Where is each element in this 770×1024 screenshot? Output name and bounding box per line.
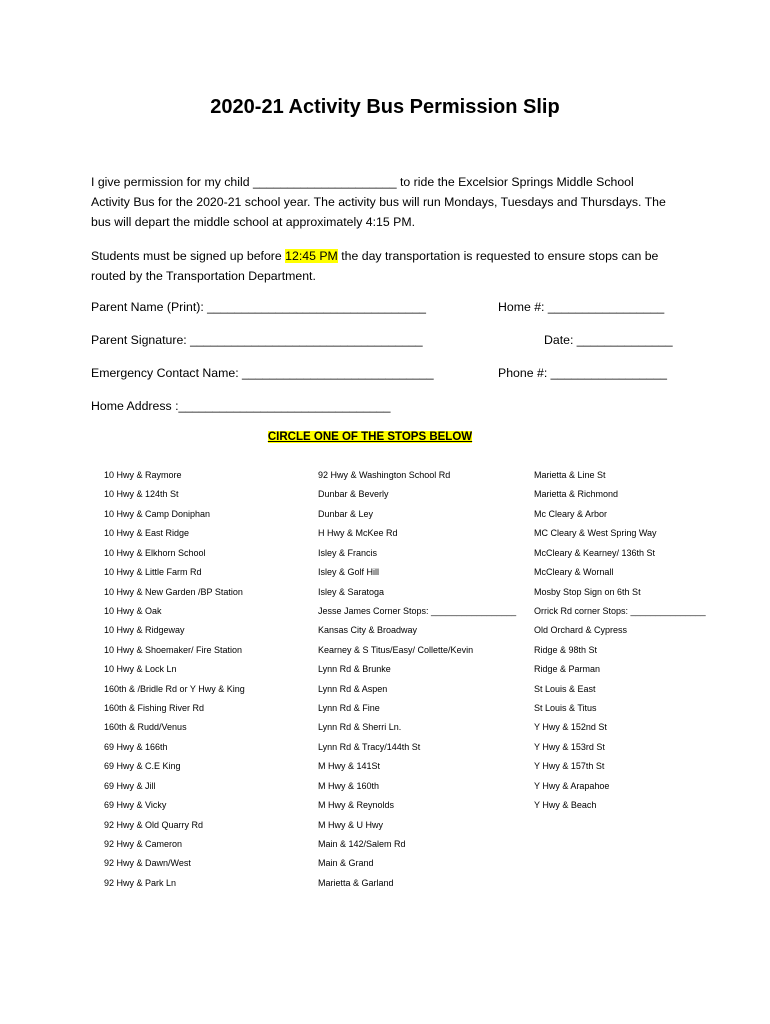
bus-stop-option[interactable]: 10 Hwy & Little Farm Rd (104, 567, 202, 578)
bus-stop-option[interactable]: 10 Hwy & Raymore (104, 470, 182, 480)
bus-stop-option[interactable]: Jesse James Corner Stops: _________________ (318, 605, 517, 616)
bus-stop-option[interactable]: M Hwy & 141St (318, 761, 381, 772)
bus-stop-option[interactable]: Kansas City & Broadway (318, 625, 418, 636)
bus-stop-option[interactable]: Old Orchard & Cypress (534, 625, 628, 636)
bus-stop-option[interactable]: 92 Hwy & Park Ln (104, 877, 177, 888)
bus-stop-option[interactable]: Marietta & Line St (534, 470, 606, 480)
bus-stop-option[interactable]: Ridge & Parman (534, 664, 601, 675)
bus-stop-option[interactable]: Isley & Francis (318, 547, 378, 558)
bus-stop-option[interactable]: 10 Hwy & Camp Doniphan (104, 508, 211, 519)
bus-stop-option[interactable]: Lynn Rd & Sherri Ln. (318, 722, 402, 733)
parent-name-field[interactable]: Parent Name (Print): ________________________________ (91, 300, 427, 314)
phone-field[interactable]: Phone #: _________________ (498, 366, 667, 380)
bus-stop-option[interactable]: Dunbar & Ley (318, 508, 374, 519)
bus-stop-option[interactable]: Lynn Rd & Tracy/144th St (318, 741, 421, 752)
bus-stop-option[interactable]: Main & 142/Salem Rd (318, 839, 406, 850)
parent-signature-field[interactable]: Parent Signature: __________________________________ (91, 333, 423, 347)
bus-stop-option[interactable]: Main & Grand (318, 858, 374, 869)
stops-column-1 (104, 468, 245, 895)
bus-stop-option[interactable]: Lynn Rd & Aspen (318, 683, 388, 694)
bus-stop-option[interactable]: St Louis & East (534, 683, 596, 694)
signup-paragraph (91, 246, 691, 286)
bus-stop-option[interactable]: Mc Cleary & Arbor (534, 508, 608, 519)
bus-stop-option[interactable]: Y Hwy & Beach (534, 800, 597, 811)
bus-stop-option[interactable]: Isley & Saratoga (318, 586, 385, 597)
bus-stop-option[interactable]: Y Hwy & 152nd St (534, 722, 607, 733)
bus-stop-option[interactable]: Marietta & Garland (318, 877, 394, 888)
circle-stops-heading-text: CIRCLE ONE OF THE STOPS BELOW (267, 431, 473, 443)
bus-stop-option[interactable]: St Louis & Titus (534, 703, 597, 714)
date-field[interactable]: Date: ______________ (544, 333, 673, 347)
bus-stop-option[interactable]: 10 Hwy & 124th St (104, 489, 179, 500)
bus-stop-option[interactable]: Lynn Rd & Fine (318, 703, 380, 714)
bus-stop-option[interactable]: 10 Hwy & Oak (104, 605, 162, 616)
bus-stop-option[interactable]: Dunbar & Beverly (318, 489, 389, 500)
bus-stop-option[interactable]: 10 Hwy & East Ridge (104, 528, 190, 539)
bus-stop-option[interactable]: Mosby Stop Sign on 6th St (534, 586, 641, 597)
bus-stop-option[interactable]: Marietta & Richmond (534, 489, 619, 500)
bus-stop-option[interactable]: Y Hwy & 153rd St (534, 741, 605, 752)
signup-text-after: the day transportation is requested to ensure stops can be (337, 249, 659, 263)
bus-stop-option[interactable]: 92 Hwy & Cameron (104, 839, 183, 850)
bus-stop-option[interactable]: 10 Hwy & Shoemaker/ Fire Station (104, 644, 243, 655)
bus-stop-option[interactable]: McCleary & Wornall (534, 567, 614, 578)
bus-stop-option[interactable]: Lynn Rd & Brunke (318, 664, 391, 675)
bus-stop-option[interactable]: 92 Hwy & Dawn/West (104, 858, 191, 869)
stops-column-2 (318, 468, 516, 895)
bus-stop-option[interactable]: 160th & /Bridle Rd or Y Hwy & King (104, 683, 245, 694)
signup-line-2: routed by the Transportation Department. (91, 269, 316, 283)
bus-stop-option[interactable]: 10 Hwy & Ridgeway (104, 625, 185, 636)
intro-line-3: bus will depart the middle school at approximately 4:15 PM. (91, 215, 415, 229)
bus-stop-option[interactable]: M Hwy & U Hwy (318, 819, 383, 830)
signup-line-1 (91, 246, 691, 266)
bus-stop-option[interactable]: Ridge & 98th St (534, 644, 598, 655)
bus-stop-option[interactable]: 10 Hwy & Lock Ln (104, 664, 177, 675)
bus-stop-option[interactable]: 160th & Rudd/Venus (104, 722, 187, 733)
bus-stop-option[interactable]: 92 Hwy & Washington School Rd (318, 470, 451, 480)
intro-line-2: Activity Bus for the 2020-21 school year. The activity bus will run Mondays, Tuesdays and Thursdays. The (91, 195, 666, 209)
home-phone-field[interactable]: Home #: _________________ (498, 300, 665, 314)
bus-stop-option[interactable]: 10 Hwy & New Garden /BP Station (104, 586, 243, 597)
circle-stops-heading (0, 431, 740, 443)
bus-stop-option[interactable]: 10 Hwy & Elkhorn School (104, 547, 206, 558)
bus-stop-option[interactable]: 69 Hwy & C.E King (104, 761, 181, 772)
bus-stop-option[interactable]: 160th & Fishing River Rd (104, 703, 205, 714)
bus-stop-option[interactable]: Y Hwy & 157th St (534, 761, 605, 772)
bus-stop-option[interactable]: 92 Hwy & Old Quarry Rd (104, 819, 204, 830)
emergency-contact-field[interactable]: Emergency Contact Name: ____________________________ (91, 366, 434, 380)
bus-stop-option[interactable]: Y Hwy & Arapahoe (534, 780, 610, 791)
page-title: 2020-21 Activity Bus Permission Slip (210, 96, 560, 118)
signup-text-before: Students must be signed up before (91, 249, 286, 263)
bus-stop-option[interactable]: 69 Hwy & Vicky (104, 800, 167, 811)
bus-stop-option[interactable]: McCleary & Kearney/ 136th St (534, 547, 656, 558)
bus-stop-option[interactable]: Kearney & S Titus/Easy/ Collette/Kevin (318, 644, 474, 655)
bus-stop-option[interactable]: 69 Hwy & 166th (104, 741, 168, 752)
signup-deadline-highlight: 12:45 PM (285, 249, 338, 263)
bus-stop-option[interactable]: M Hwy & 160th (318, 780, 380, 791)
bus-stop-option[interactable]: Isley & Golf Hill (318, 567, 380, 578)
bus-stop-option[interactable]: Orrick Rd corner Stops: _______________ (534, 605, 706, 616)
intro-line-1: I give permission for my child _____________________ to ride the Excelsior Springs Middle School (91, 175, 634, 189)
home-address-field[interactable]: Home Address :_______________________________ (91, 399, 391, 413)
bus-stop-option[interactable]: M Hwy & Reynolds (318, 800, 395, 811)
bus-stop-option[interactable]: MC Cleary & West Spring Way (534, 528, 657, 539)
stops-column-3 (534, 468, 706, 818)
bus-stop-option[interactable]: H Hwy & McKee Rd (318, 528, 398, 539)
bus-stop-option[interactable]: 69 Hwy & Jill (104, 780, 156, 791)
intro-paragraph (91, 172, 691, 232)
